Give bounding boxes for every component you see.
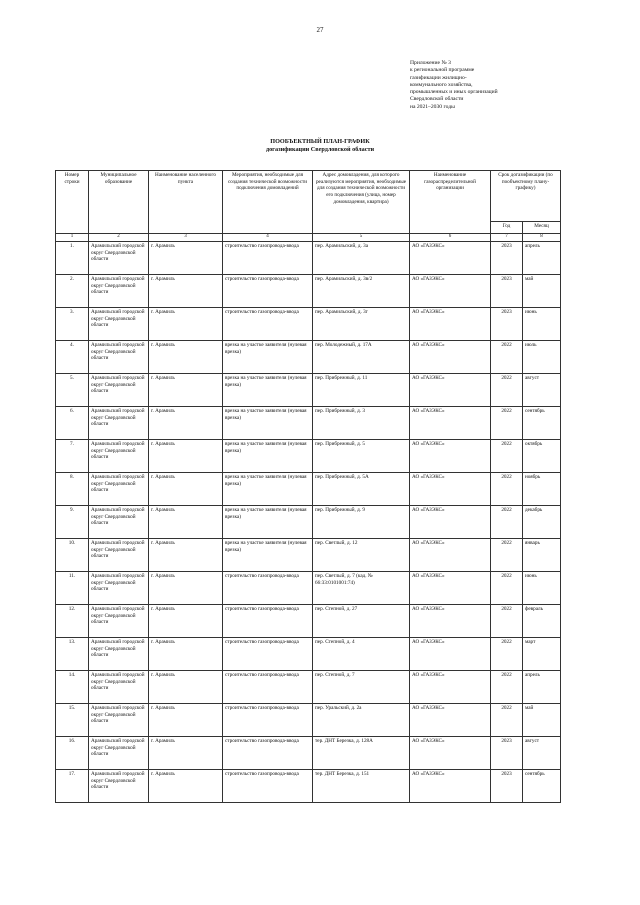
- appendix-line: Приложение № 3: [410, 60, 451, 66]
- cell-settlement: г. Арамиль: [149, 242, 223, 275]
- column-number: 4: [223, 234, 313, 242]
- cell-measures: врезка на участке заявителя (нулевая врезка): [223, 440, 313, 473]
- cell-address: пер. Светлый, д. 12: [313, 539, 410, 572]
- cell-address: пер. Арамильский, д. 3в/2: [313, 275, 410, 308]
- cell-row-number: 17.: [56, 770, 89, 803]
- cell-address: пер. Прибрежный, д. 5А: [313, 473, 410, 506]
- table-row: [56, 440, 561, 473]
- cell-month: май: [523, 275, 561, 308]
- table-row: [56, 473, 561, 506]
- cell-organization: АО «ГАЗЭКС»: [410, 539, 491, 572]
- column-numbers-row: [56, 234, 561, 242]
- header-measures: Мероприятия, необходимые для создания технической возможности подключения домовладений: [223, 171, 313, 234]
- cell-settlement: г. Арамиль: [149, 374, 223, 407]
- cell-address: пер. Прибрежный, д. 3: [313, 407, 410, 440]
- cell-measures: строительство газопровода-ввода: [223, 308, 313, 341]
- column-number: 2: [89, 234, 149, 242]
- cell-municipality: Арамильский городской округ Свердловской области: [89, 770, 149, 803]
- cell-row-number: 13.: [56, 638, 89, 671]
- header-num: Номер строки: [56, 171, 89, 234]
- appendix-line: коммунального хозяйства,: [410, 81, 473, 88]
- cell-settlement: г. Арамиль: [149, 407, 223, 440]
- table-row: [56, 605, 561, 638]
- cell-month: февраль: [523, 605, 561, 638]
- cell-address: тер. ДНТ Березка, д. 128А: [313, 737, 410, 770]
- cell-municipality: Арамильский городской округ Свердловской области: [89, 242, 149, 275]
- column-number: 1: [56, 234, 89, 242]
- cell-row-number: 5.: [56, 374, 89, 407]
- cell-organization: АО «ГАЗЭКС»: [410, 605, 491, 638]
- header-municipality: Муниципальное образование: [89, 171, 149, 234]
- cell-row-number: 9.: [56, 506, 89, 539]
- cell-measures: врезка на участке заявителя (нулевая врезка): [223, 506, 313, 539]
- cell-month: май: [523, 704, 561, 737]
- header-term: Срок догазификации (по пообъектному плану-графику): [491, 171, 561, 222]
- cell-municipality: Арамильский городской округ Свердловской области: [89, 605, 149, 638]
- cell-address: тер. ДНТ Березка, д. 151: [313, 770, 410, 803]
- header-address: Адрес домовладения, для которого реализуются мероприятия, необходимые для создания технической возможности его подключения (улица, номер домовладения, квартира): [313, 171, 410, 234]
- cell-address: пер. Молодежный, д. 17А: [313, 341, 410, 374]
- column-number: 3: [149, 234, 223, 242]
- cell-year: 2022: [491, 341, 523, 374]
- cell-municipality: Арамильский городской округ Свердловской области: [89, 704, 149, 737]
- cell-measures: строительство газопровода-ввода: [223, 572, 313, 605]
- table-row: [56, 671, 561, 704]
- document-title: [0, 138, 640, 154]
- header-month: Месяц: [523, 222, 561, 234]
- cell-organization: АО «ГАЗЭКС»: [410, 473, 491, 506]
- cell-measures: строительство газопровода-ввода: [223, 242, 313, 275]
- cell-measures: врезка на участке заявителя (нулевая врезка): [223, 407, 313, 440]
- cell-organization: АО «ГАЗЭКС»: [410, 770, 491, 803]
- table-body: [56, 242, 561, 803]
- cell-settlement: г. Арамиль: [149, 539, 223, 572]
- cell-year: 2022: [491, 638, 523, 671]
- cell-municipality: Арамильский городской округ Свердловской области: [89, 473, 149, 506]
- cell-address: пер. Степной, д. 7: [313, 671, 410, 704]
- table-row: [56, 539, 561, 572]
- cell-month: декабрь: [523, 506, 561, 539]
- cell-year: 2022: [491, 440, 523, 473]
- table-row: [56, 341, 561, 374]
- cell-month: июнь: [523, 308, 561, 341]
- header-year: Год: [491, 222, 523, 234]
- cell-organization: АО «ГАЗЭКС»: [410, 638, 491, 671]
- cell-year: 2023: [491, 308, 523, 341]
- cell-row-number: 16.: [56, 737, 89, 770]
- cell-organization: АО «ГАЗЭКС»: [410, 506, 491, 539]
- cell-year: 2022: [491, 473, 523, 506]
- cell-settlement: г. Арамиль: [149, 671, 223, 704]
- table-header-row: [56, 171, 561, 222]
- cell-year: 2022: [491, 572, 523, 605]
- cell-measures: врезка на участке заявителя (нулевая врезка): [223, 374, 313, 407]
- cell-row-number: 3.: [56, 308, 89, 341]
- cell-measures: строительство газопровода-ввода: [223, 671, 313, 704]
- cell-address: пер. Прибрежный, д. 9: [313, 506, 410, 539]
- cell-row-number: 1.: [56, 242, 89, 275]
- cell-year: 2022: [491, 407, 523, 440]
- cell-settlement: г. Арамиль: [149, 341, 223, 374]
- cell-measures: строительство газопровода-ввода: [223, 605, 313, 638]
- cell-year: 2022: [491, 374, 523, 407]
- cell-row-number: 2.: [56, 275, 89, 308]
- cell-settlement: г. Арамиль: [149, 473, 223, 506]
- cell-row-number: 7.: [56, 440, 89, 473]
- cell-organization: АО «ГАЗЭКС»: [410, 704, 491, 737]
- cell-year: 2023: [491, 737, 523, 770]
- cell-measures: врезка на участке заявителя (нулевая врезка): [223, 539, 313, 572]
- cell-municipality: Арамильский городской округ Свердловской области: [89, 638, 149, 671]
- table-row: [56, 242, 561, 275]
- cell-row-number: 14.: [56, 671, 89, 704]
- cell-month: январь: [523, 539, 561, 572]
- cell-organization: АО «ГАЗЭКС»: [410, 242, 491, 275]
- table-row: [56, 572, 561, 605]
- cell-organization: АО «ГАЗЭКС»: [410, 737, 491, 770]
- cell-year: 2023: [491, 770, 523, 803]
- cell-municipality: Арамильский городской округ Свердловской области: [89, 440, 149, 473]
- table-row: [56, 638, 561, 671]
- cell-row-number: 10.: [56, 539, 89, 572]
- cell-settlement: г. Арамиль: [149, 638, 223, 671]
- table-row: [56, 275, 561, 308]
- appendix-line: промышленных и иных организаций: [410, 89, 498, 96]
- cell-year: 2023: [491, 275, 523, 308]
- cell-organization: АО «ГАЗЭКС»: [410, 572, 491, 605]
- cell-measures: врезка на участке заявителя (нулевая врезка): [223, 341, 313, 374]
- column-number: 5: [313, 234, 410, 242]
- cell-address: пер. Прибрежный, д. 5: [313, 440, 410, 473]
- appendix-note: [410, 60, 580, 111]
- column-number: 6: [410, 234, 491, 242]
- cell-month: март: [523, 638, 561, 671]
- cell-month: сентябрь: [523, 407, 561, 440]
- cell-organization: АО «ГАЗЭКС»: [410, 275, 491, 308]
- table-row: [56, 770, 561, 803]
- cell-municipality: Арамильский городской округ Свердловской области: [89, 374, 149, 407]
- cell-year: 2023: [491, 242, 523, 275]
- cell-municipality: Арамильский городской округ Свердловской области: [89, 506, 149, 539]
- cell-municipality: Арамильский городской округ Свердловской области: [89, 407, 149, 440]
- table-row: [56, 704, 561, 737]
- cell-organization: АО «ГАЗЭКС»: [410, 308, 491, 341]
- cell-year: 2022: [491, 605, 523, 638]
- cell-month: октябрь: [523, 440, 561, 473]
- cell-municipality: Арамильский городской округ Свердловской области: [89, 341, 149, 374]
- cell-settlement: г. Арамиль: [149, 770, 223, 803]
- cell-address: пер. Арамильский, д. 3г: [313, 308, 410, 341]
- table-row: [56, 506, 561, 539]
- cell-settlement: г. Арамиль: [149, 572, 223, 605]
- cell-organization: АО «ГАЗЭКС»: [410, 440, 491, 473]
- cell-row-number: 4.: [56, 341, 89, 374]
- cell-row-number: 15.: [56, 704, 89, 737]
- cell-month: июль: [523, 341, 561, 374]
- cell-row-number: 12.: [56, 605, 89, 638]
- table-row: [56, 374, 561, 407]
- cell-address: пер. Уральский, д. 2а: [313, 704, 410, 737]
- cell-organization: АО «ГАЗЭКС»: [410, 407, 491, 440]
- appendix-line: к региональной программе: [410, 67, 475, 74]
- appendix-line: газификации жилищно-: [410, 74, 467, 81]
- table-row: [56, 308, 561, 341]
- cell-measures: строительство газопровода-ввода: [223, 770, 313, 803]
- cell-municipality: Арамильский городской округ Свердловской области: [89, 539, 149, 572]
- cell-address: пер. Прибрежный, д. 11: [313, 374, 410, 407]
- plan-schedule-table: [55, 170, 561, 803]
- cell-row-number: 11.: [56, 572, 89, 605]
- cell-settlement: г. Арамиль: [149, 275, 223, 308]
- table-row: [56, 407, 561, 440]
- title-line-2: догазификации Свердловской области: [265, 146, 375, 154]
- column-number: 8: [523, 234, 561, 242]
- cell-address: пер. Степной, д. 4: [313, 638, 410, 671]
- header-settlement: Наименование населенного пункта: [149, 171, 223, 234]
- appendix-line: на 2021–2030 годы: [410, 103, 455, 110]
- cell-address: пер. Светлый, д. 7 (кад. № 66:33:0101001:74): [313, 572, 410, 605]
- cell-address: пер. Арамильский, д. 3а: [313, 242, 410, 275]
- column-number: 7: [491, 234, 523, 242]
- cell-settlement: г. Арамиль: [149, 308, 223, 341]
- cell-year: 2022: [491, 704, 523, 737]
- title-line-1: ПООБЪЕКТНЫЙ ПЛАН-ГРАФИК: [270, 138, 370, 145]
- cell-organization: АО «ГАЗЭКС»: [410, 374, 491, 407]
- cell-municipality: Арамильский городской округ Свердловской области: [89, 275, 149, 308]
- cell-settlement: г. Арамиль: [149, 737, 223, 770]
- table-row: [56, 737, 561, 770]
- cell-address: пер. Степной, д. 27: [313, 605, 410, 638]
- cell-settlement: г. Арамиль: [149, 704, 223, 737]
- cell-municipality: Арамильский городской округ Свердловской области: [89, 572, 149, 605]
- cell-settlement: г. Арамиль: [149, 506, 223, 539]
- cell-year: 2022: [491, 539, 523, 572]
- cell-month: август: [523, 737, 561, 770]
- cell-month: ноябрь: [523, 473, 561, 506]
- cell-measures: строительство газопровода-ввода: [223, 275, 313, 308]
- cell-month: апрель: [523, 671, 561, 704]
- cell-month: сентябрь: [523, 770, 561, 803]
- cell-measures: врезка на участке заявителя (нулевая врезка): [223, 473, 313, 506]
- page-number: 27: [316, 26, 324, 34]
- cell-month: июнь: [523, 572, 561, 605]
- cell-row-number: 6.: [56, 407, 89, 440]
- cell-measures: строительство газопровода-ввода: [223, 638, 313, 671]
- cell-municipality: Арамильский городской округ Свердловской области: [89, 671, 149, 704]
- cell-organization: АО «ГАЗЭКС»: [410, 671, 491, 704]
- cell-measures: строительство газопровода-ввода: [223, 704, 313, 737]
- cell-month: август: [523, 374, 561, 407]
- cell-municipality: Арамильский городской округ Свердловской области: [89, 737, 149, 770]
- cell-year: 2022: [491, 671, 523, 704]
- cell-settlement: г. Арамиль: [149, 605, 223, 638]
- appendix-line: Свердловской области: [410, 96, 464, 103]
- cell-month: апрель: [523, 242, 561, 275]
- cell-organization: АО «ГАЗЭКС»: [410, 341, 491, 374]
- cell-municipality: Арамильский городской округ Свердловской области: [89, 308, 149, 341]
- cell-row-number: 8.: [56, 473, 89, 506]
- cell-settlement: г. Арамиль: [149, 440, 223, 473]
- cell-measures: строительство газопровода-ввода: [223, 737, 313, 770]
- header-organization: Наименование газораспределительной организации: [410, 171, 491, 234]
- cell-year: 2022: [491, 506, 523, 539]
